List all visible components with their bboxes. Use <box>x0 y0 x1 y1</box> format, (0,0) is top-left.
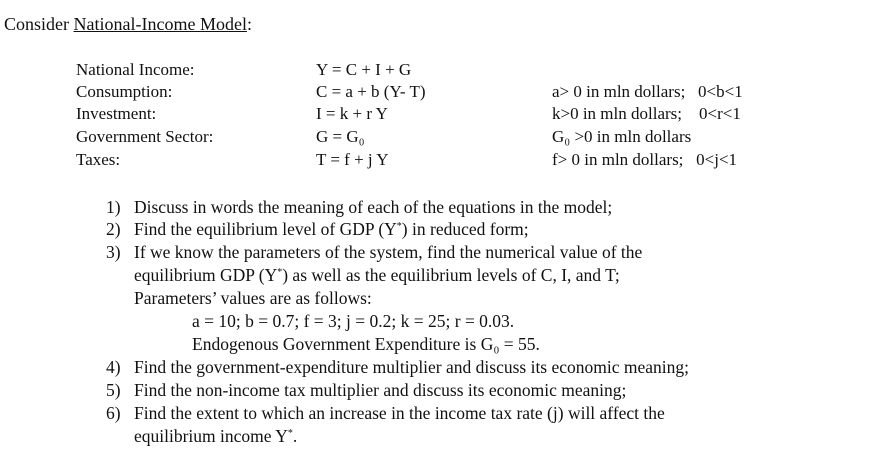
superscript: * <box>396 221 402 232</box>
question-number: 2) <box>106 219 121 239</box>
question-number: 6) <box>106 403 121 423</box>
parameter-values: a = 10; b = 0.7; f = 3; j = 0.2; k = 25; r = 0.03. <box>192 311 515 331</box>
row-conditions: a> 0 in mln dollars; 0<b<1 <box>552 82 743 101</box>
question-number: 1) <box>106 197 121 217</box>
row-label: Taxes: <box>76 150 121 169</box>
question-number: 4) <box>106 357 121 377</box>
question-text: Find the non-income tax multiplier and discuss its economic meaning; <box>134 380 627 400</box>
row-label: National Income: <box>76 60 195 79</box>
question-text <box>134 426 297 446</box>
question-text-part: equilibrium GDP (Y <box>134 265 278 285</box>
superscript: * <box>277 267 283 278</box>
question-text-part: equilibrium income Y <box>134 426 288 446</box>
superscript: * <box>287 428 293 439</box>
intro-suffix: : <box>246 14 252 34</box>
question-text: Find the government-expenditure multiplier and discuss its economic meaning; <box>134 357 690 377</box>
model-name: National-Income Model <box>73 14 247 34</box>
question-text: Find the extent to which an increase in the income tax rate (j) will affect the <box>134 403 665 423</box>
question-number: 5) <box>106 380 121 400</box>
question-text: Parameters’ values are as follows: <box>134 288 372 308</box>
intro-prefix: Consider <box>4 14 74 34</box>
question-text-part: ) in reduced form; <box>401 219 529 239</box>
question-text-part: ) as well as the equilibrium levels of C, I, and T; <box>282 265 620 285</box>
row-equation: T = f + j Y <box>316 150 389 169</box>
row-label: Investment: <box>76 104 157 123</box>
row-equation: Y = C + I + G <box>316 60 412 79</box>
row-label: Consumption: <box>76 82 173 101</box>
row-label: Government Sector: <box>76 127 214 146</box>
question-text <box>134 219 529 239</box>
question-text-part: Find the equilibrium level of GDP (Y <box>134 219 397 239</box>
question-text: Discuss in words the meaning of each of the equations in the model; <box>134 197 613 217</box>
question-text: If we know the parameters of the system, find the numerical value of the <box>134 242 643 262</box>
question-text-part: . <box>292 426 298 446</box>
row-equation: C = a + b (Y- T) <box>316 82 426 101</box>
question-text <box>134 265 620 285</box>
row-equation: I = k + r Y <box>316 104 388 123</box>
row-conditions: k>0 in mln dollars; 0<r<1 <box>552 104 741 123</box>
question-number: 3) <box>106 242 121 262</box>
intro-line <box>4 14 252 34</box>
endogenous-expenditure: Endogenous Government Expenditure is G₀ = 55. <box>192 334 540 354</box>
row-equation: G = G₀ <box>316 127 365 146</box>
row-conditions: G₀ >0 in mln dollars <box>552 127 692 146</box>
row-conditions: f> 0 in mln dollars; 0<j<1 <box>552 150 738 169</box>
